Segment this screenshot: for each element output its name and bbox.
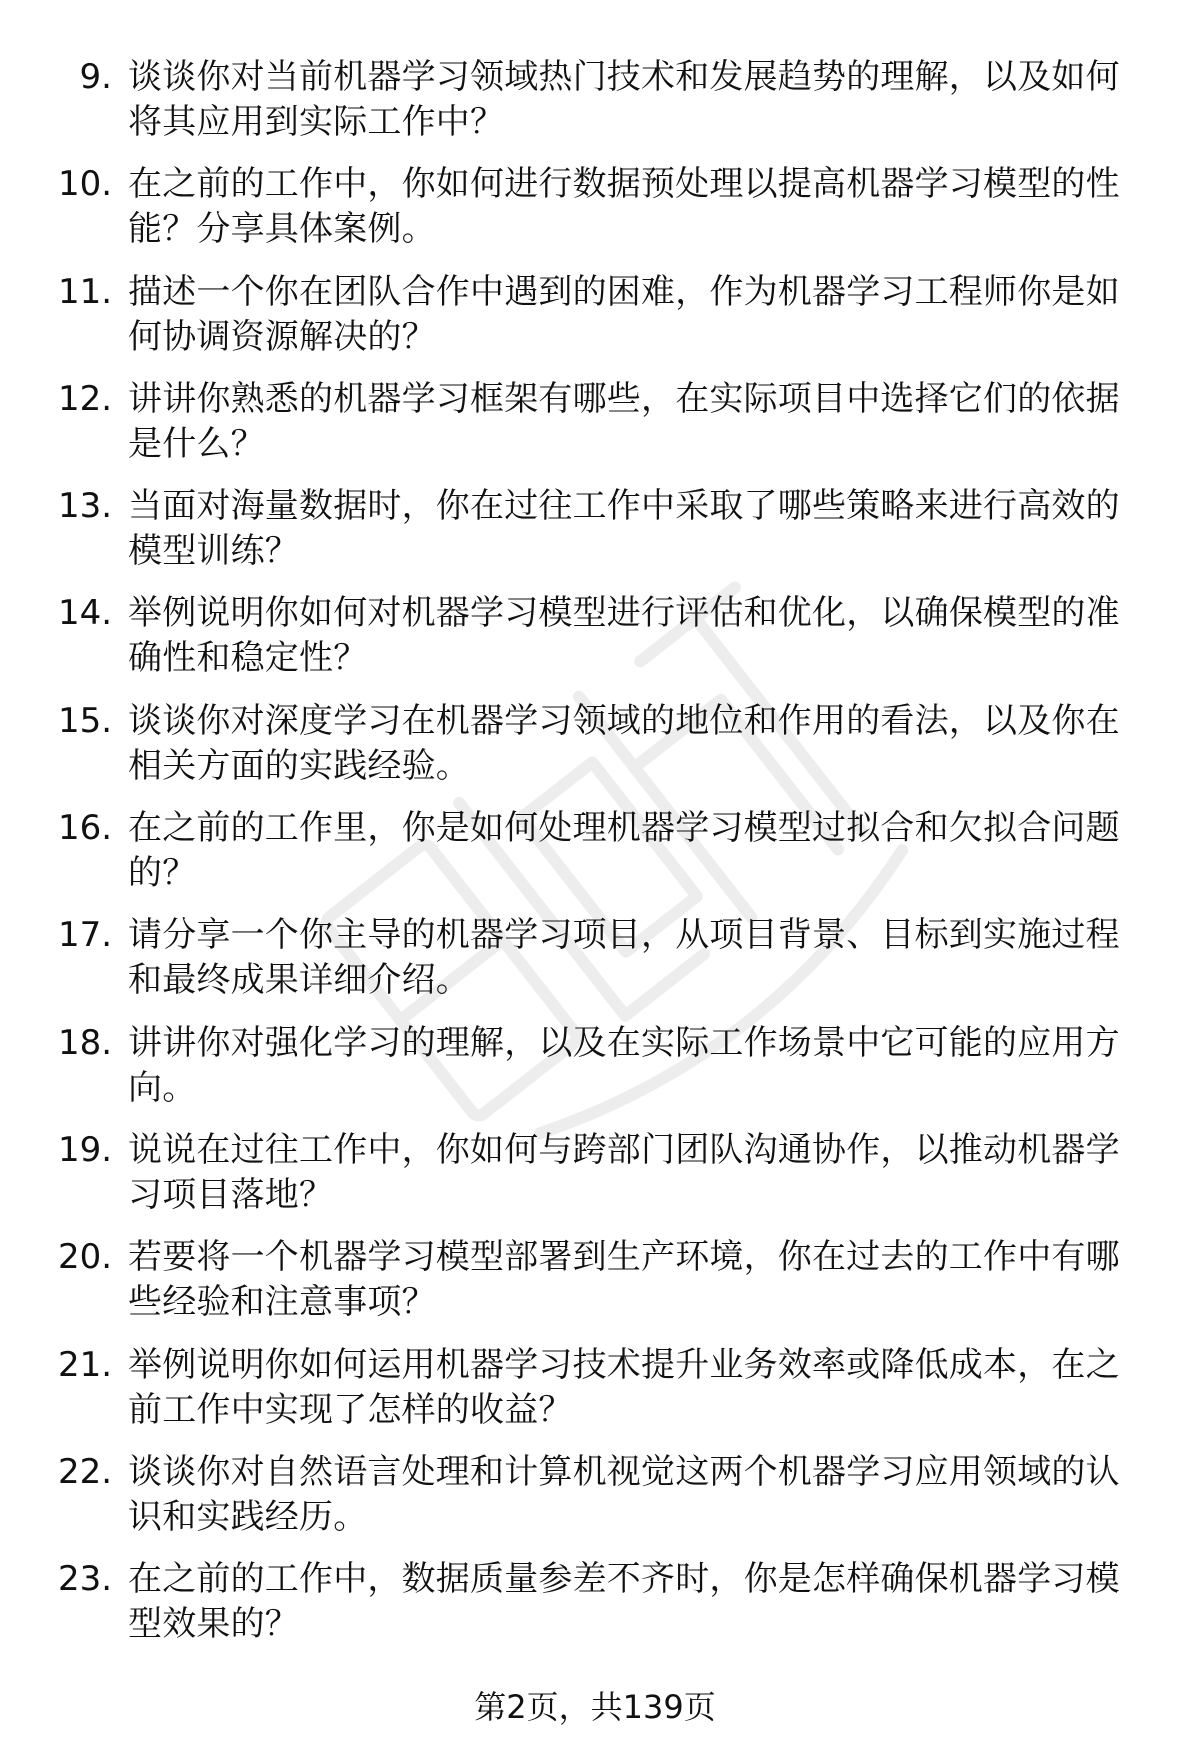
question-item-17: [0, 913, 1190, 1020]
question-item-9: [0, 55, 1190, 162]
question-text: 在之前的工作中，你如何进行数据预处理以提高机器学习模型的性能？分享具体案例。: [128, 164, 1120, 250]
question-number: 11.: [58, 271, 113, 312]
question-number: 10.: [58, 164, 113, 205]
question-number: 22.: [58, 1451, 113, 1492]
question-number: 12.: [58, 378, 113, 419]
question-item-12: [0, 377, 1190, 484]
question-text: 谈谈你对深度学习在机器学习领域的地位和作用的看法，以及你在相关方面的实践经验。: [128, 700, 1120, 786]
question-text: 说说在过往工作中，你如何与跨部门团队沟通协作，以推动机器学习项目落地？: [128, 1129, 1120, 1215]
question-item-16: [0, 806, 1190, 913]
question-item-23: [0, 1557, 1190, 1664]
question-number: 9.: [79, 57, 112, 97]
question-number: 23.: [58, 1559, 113, 1600]
question-number: 21.: [58, 1344, 113, 1385]
question-number: 16.: [58, 808, 113, 849]
question-text: 谈谈你对当前机器学习领域热门技术和发展趋势的理解，以及如何将其应用到实际工作中？: [128, 57, 1120, 142]
question-item-13: [0, 484, 1190, 591]
question-item-22: [0, 1450, 1190, 1557]
question-text: 当面对海量数据时，你在过往工作中采取了哪些策略来进行高效的模型训练？: [128, 486, 1120, 572]
question-text: 描述一个你在团队合作中遇到的困难，作为机器学习工程师你是如何协调资源解决的？: [128, 271, 1120, 357]
question-number: 13.: [58, 486, 113, 527]
question-item-10: [0, 162, 1190, 269]
question-text: 举例说明你如何对机器学习模型进行评估和优化，以确保模型的准确性和稳定性？: [128, 593, 1120, 679]
question-item-20: [0, 1235, 1190, 1342]
question-item-11: [0, 270, 1190, 377]
question-text: 讲讲你熟悉的机器学习框架有哪些，在实际项目中选择它们的依据是什么？: [128, 378, 1120, 464]
question-item-18: [0, 1021, 1190, 1128]
question-number: 18.: [58, 1022, 113, 1063]
question-item-19: [0, 1128, 1190, 1235]
question-number: 15.: [58, 700, 113, 741]
question-number: 20.: [58, 1237, 113, 1278]
question-item-14: [0, 591, 1190, 698]
question-text: 在之前的工作里，你是如何处理机器学习模型过拟合和欠拟合问题的？: [128, 808, 1120, 894]
question-text: 谈谈你对自然语言处理和计算机视觉这两个机器学习应用领域的认识和实践经历。: [128, 1451, 1120, 1537]
question-number: 14.: [58, 593, 113, 634]
page-number-footer: 第2页，共139页: [474, 1688, 716, 1726]
question-number: 19.: [58, 1129, 113, 1170]
question-text: 若要将一个机器学习模型部署到生产环境，你在过去的工作中有哪些经验和注意事项？: [128, 1237, 1120, 1323]
question-text: 请分享一个你主导的机器学习项目，从项目背景、目标到实施过程和最终成果详细介绍。: [128, 915, 1120, 1001]
question-item-21: [0, 1343, 1190, 1450]
question-number: 17.: [58, 915, 113, 956]
question-list: [0, 55, 1190, 1664]
question-text: 举例说明你如何运用机器学习技术提升业务效率或降低成本，在之前工作中实现了怎样的收益？: [128, 1344, 1120, 1430]
question-item-15: [0, 699, 1190, 806]
question-text: 讲讲你对强化学习的理解，以及在实际工作场景中它可能的应用方向。: [128, 1022, 1120, 1108]
question-text: 在之前的工作中，数据质量参差不齐时，你是怎样确保机器学习模型效果的？: [128, 1559, 1120, 1645]
